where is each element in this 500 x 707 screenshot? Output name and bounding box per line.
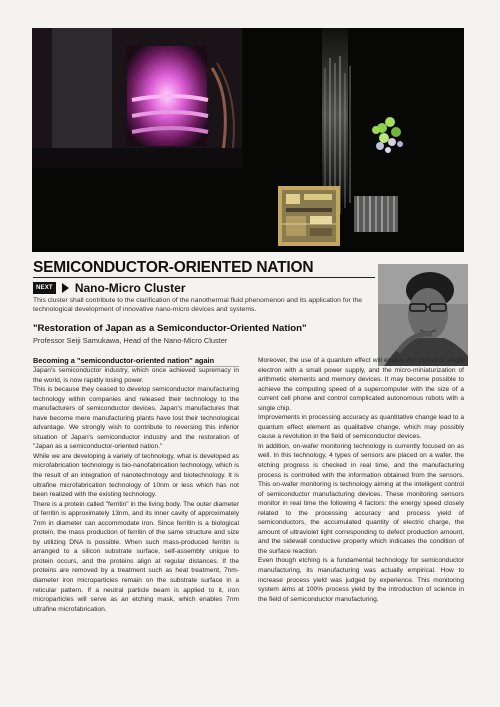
title-divider bbox=[33, 277, 375, 278]
paragraph: Japan's semiconductor industry, which once achieved supremacy in the world, is now rapidly losing power. bbox=[33, 367, 239, 384]
paragraph: Improvements in processing accuracy as quantitative change lead to a quantum effect element as qualitative change, which may possibly cause a revolution in the field of semiconductor devices. bbox=[258, 414, 464, 441]
play-arrow-icon bbox=[62, 283, 69, 293]
author-portrait bbox=[378, 264, 468, 366]
paragraph: In addition, on-wafer monitoring technology is currently focused on as well. In this technology, 4 types of sensors are placed on a wafer, the etching progress is checked in real time, and the manufacturing process is controlled with the information obtained from the sensors. This on-wafer monitoring is technology aiming at the intelligent control of semiconductor manufacturing devices. These monitoring sensors monitor in real time the following 4 factors: the energy speed closely related to the processing accuracy and process yield of semiconductors, the accumulated quantity of electric charge, the amount of ultraviolet light corresponding to defect production amount, and the sidewall conductive property which indicates the condition of the surface reaction. bbox=[258, 442, 464, 555]
microchip-image bbox=[278, 186, 340, 246]
next-badge: NEXT bbox=[33, 282, 56, 294]
right-column bbox=[258, 356, 464, 604]
left-column bbox=[33, 356, 239, 614]
article-headline: "Restoration of Japan as a Semiconductor-Oriented Nation" bbox=[33, 323, 307, 334]
page-title: SEMICONDUCTOR-ORIENTED NATION bbox=[33, 259, 314, 276]
cluster-heading bbox=[33, 281, 186, 295]
heading-underline bbox=[33, 366, 239, 367]
paragraph: There is a protein called "ferritin" in the living body. The outer diameter of ferritin is approximately 13nm, and its inner cavity of approximately 7nm in diameter can accommodate iron. Since ferritin is a biological protein, the mass production of ferritin of the same structure and size by utilizing DNA is possible. When such mass-produced ferritin is arranged to a silicon substrate surface, self-assembly unique to protein occurs, and the proteins align at regular distances. If the proteins are removed by a treatment such as heat treatment, 7nm-diameter iron microparticles remain on the substrate surface in a reticular pattern. If a neutral particle beam is applied to it, iron microparticles will serve as an etching mask, which enables 7nm ultrafine microfabrication. bbox=[33, 500, 239, 613]
paragraph: Even though etching is a fundamental technology for semiconductor manufacturing, its manufacturing was actually empirical. How to increase process yield was judged by experience. This monitoring system aims at 100% process yield by the introduction of science in the field of semiconductor manufacturing. bbox=[258, 557, 464, 603]
cluster-name: Nano-Micro Cluster bbox=[74, 281, 186, 295]
cluster-intro: This cluster shall contribute to the clarification of the nanothermal fluid phenomenon and its application for the technological development of innovative nano-micro devices and systems. bbox=[33, 297, 363, 313]
section-heading: Becoming a "semiconductor-oriented nation" again bbox=[33, 356, 215, 365]
portrait-photo bbox=[378, 264, 468, 366]
paragraph: This is because they ceased to develop semiconductor manufacturing technology within companies and released their technology to the manufacturers of semiconductor devices. Japan's manufactures that have become mere manufacturing plants have lost their technological advantage. We strongly wish to contribute to reversing this inferior situation of Japan's semiconductor industry and the restoration of "Japan as a semiconductor-oriented nation." bbox=[33, 386, 239, 451]
paragraph: Moreover, the use of a quantum effect will enable the control of single electron with a small power supply, and the micro-miniaturization of arithmetic elements and memory devices. It may become possible to achieve the computing speed of a supercomputer with the size of a current cell phone and control complicated autonomous robots with a single chip. bbox=[258, 357, 464, 412]
nanostructure-image bbox=[354, 196, 398, 232]
paragraph: While we are developing a variety of technology, what is developed as microfabrication technology is bio-nanofabrication technology, which is the result of an integration of nanotechnology and biotechnology. It is ultrafine microfabrication technology of 10nm or less which has not been realized with the existing technology. bbox=[33, 452, 239, 499]
hero-photo-collage bbox=[32, 28, 464, 252]
author-byline: Professor Seiji Samukawa, Head of the Nano-Micro Cluster bbox=[33, 336, 228, 345]
plasma-chamber-image bbox=[32, 28, 242, 168]
hero-image bbox=[32, 28, 464, 252]
